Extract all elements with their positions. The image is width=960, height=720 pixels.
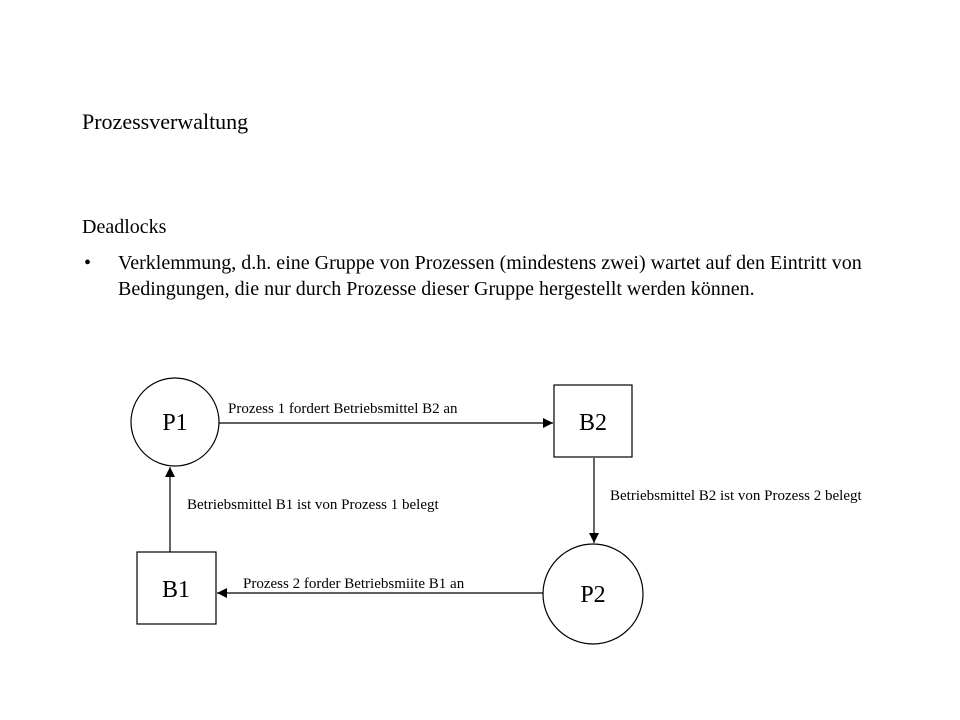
node-p1 — [131, 378, 219, 466]
edge-b2-p2-label: Betriebsmittel B2 ist von Prozess 2 belegt — [610, 488, 862, 504]
node-p2 — [543, 544, 643, 644]
node-b1-label: B1 — [161, 577, 191, 603]
edge-p1-b2 — [219, 401, 553, 423]
node-b2-label: B2 — [578, 410, 608, 436]
slide-subtitle: Deadlocks — [82, 216, 167, 238]
edge-b1-p1-label: Betriebsmittel B1 ist von Prozess 1 belegt — [187, 497, 439, 513]
edge-p2-b1 — [217, 576, 543, 593]
slide-title: Prozessverwaltung — [82, 109, 249, 134]
edge-p1-b2-label: Prozess 1 fordert Betriebsmittel B2 an — [228, 401, 458, 417]
node-b1 — [137, 552, 216, 624]
node-p2-label: P2 — [580, 582, 606, 608]
node-p1-label: P1 — [162, 410, 188, 436]
edge-b2-p2 — [594, 458, 862, 543]
bullet-text: Verklemmung, d.h. eine Gruppe von Prozessen (mindestens zwei) wartet auf den Eintritt von Bedingungen, die nur durch Prozesse dieser Gruppe hergestellt werden können. — [118, 252, 862, 300]
edge-b1-p1 — [170, 467, 439, 552]
node-b2 — [554, 385, 632, 457]
bullet-icon: • — [84, 252, 92, 274]
edge-p2-b1-label: Prozess 2 forder Betriebsmiite B1 an — [243, 576, 465, 592]
